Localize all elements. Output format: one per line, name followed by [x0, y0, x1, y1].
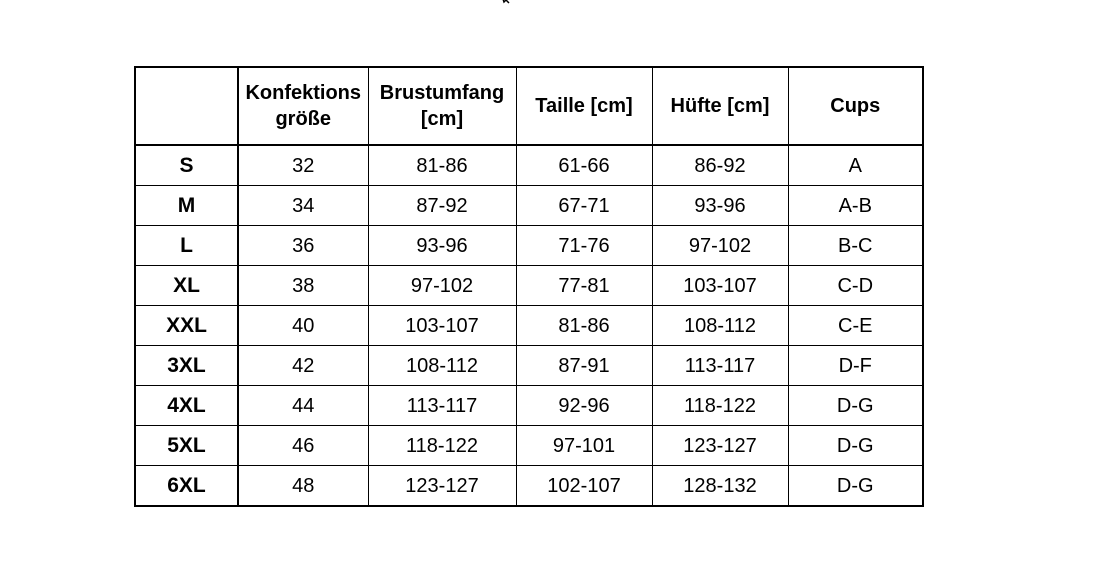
table-row: [135, 145, 923, 186]
taille-cell: 77-81: [516, 266, 652, 306]
konfektion-cell: 32: [238, 145, 368, 186]
brust-cell: 87-92: [368, 186, 516, 226]
huefte-cell: 93-96: [652, 186, 788, 226]
taille-cell: 61-66: [516, 145, 652, 186]
table-row: [135, 306, 923, 346]
brust-cell: 81-86: [368, 145, 516, 186]
header-cups: Cups: [788, 67, 923, 145]
table-row: [135, 226, 923, 266]
header-brustumfang: Brustumfang [cm]: [368, 67, 516, 145]
brust-cell: 93-96: [368, 226, 516, 266]
table-row: [135, 346, 923, 386]
taille-cell: 67-71: [516, 186, 652, 226]
konfektion-cell: 34: [238, 186, 368, 226]
cursor-fragment-icon: [500, 0, 510, 4]
taille-cell: 71-76: [516, 226, 652, 266]
table-row: [135, 386, 923, 426]
cups-cell: B-C: [788, 226, 923, 266]
brust-cell: 113-117: [368, 386, 516, 426]
konfektion-cell: 36: [238, 226, 368, 266]
table-row: [135, 186, 923, 226]
konfektion-cell: 46: [238, 426, 368, 466]
taille-cell: 102-107: [516, 466, 652, 507]
header-size-label: [135, 67, 238, 145]
konfektion-cell: 40: [238, 306, 368, 346]
size-cell: L: [135, 226, 238, 266]
konfektion-cell: 48: [238, 466, 368, 507]
taille-cell: 97-101: [516, 426, 652, 466]
huefte-cell: 108-112: [652, 306, 788, 346]
table-row: [135, 426, 923, 466]
brust-cell: 123-127: [368, 466, 516, 507]
table-header-row: [135, 67, 923, 145]
cups-cell: C-D: [788, 266, 923, 306]
taille-cell: 87-91: [516, 346, 652, 386]
cups-cell: C-E: [788, 306, 923, 346]
cups-cell: A: [788, 145, 923, 186]
size-cell: XL: [135, 266, 238, 306]
size-cell: 5XL: [135, 426, 238, 466]
konfektion-cell: 44: [238, 386, 368, 426]
cups-cell: D-F: [788, 346, 923, 386]
brust-cell: 97-102: [368, 266, 516, 306]
huefte-cell: 86-92: [652, 145, 788, 186]
table-row: [135, 266, 923, 306]
size-cell: S: [135, 145, 238, 186]
brust-cell: 103-107: [368, 306, 516, 346]
huefte-cell: 97-102: [652, 226, 788, 266]
header-huefte: Hüfte [cm]: [652, 67, 788, 145]
cups-cell: D-G: [788, 466, 923, 507]
huefte-cell: 118-122: [652, 386, 788, 426]
size-cell: 3XL: [135, 346, 238, 386]
huefte-cell: 103-107: [652, 266, 788, 306]
cups-cell: A-B: [788, 186, 923, 226]
taille-cell: 81-86: [516, 306, 652, 346]
taille-cell: 92-96: [516, 386, 652, 426]
size-cell: 4XL: [135, 386, 238, 426]
table-row: [135, 466, 923, 507]
konfektion-cell: 38: [238, 266, 368, 306]
header-konfektionsgroesse: Konfektions größe: [238, 67, 368, 145]
cups-cell: D-G: [788, 386, 923, 426]
size-chart-table: [134, 66, 924, 507]
huefte-cell: 113-117: [652, 346, 788, 386]
size-cell: M: [135, 186, 238, 226]
cups-cell: D-G: [788, 426, 923, 466]
brust-cell: 108-112: [368, 346, 516, 386]
size-cell: 6XL: [135, 466, 238, 507]
header-taille: Taille [cm]: [516, 67, 652, 145]
brust-cell: 118-122: [368, 426, 516, 466]
huefte-cell: 128-132: [652, 466, 788, 507]
konfektion-cell: 42: [238, 346, 368, 386]
size-cell: XXL: [135, 306, 238, 346]
huefte-cell: 123-127: [652, 426, 788, 466]
